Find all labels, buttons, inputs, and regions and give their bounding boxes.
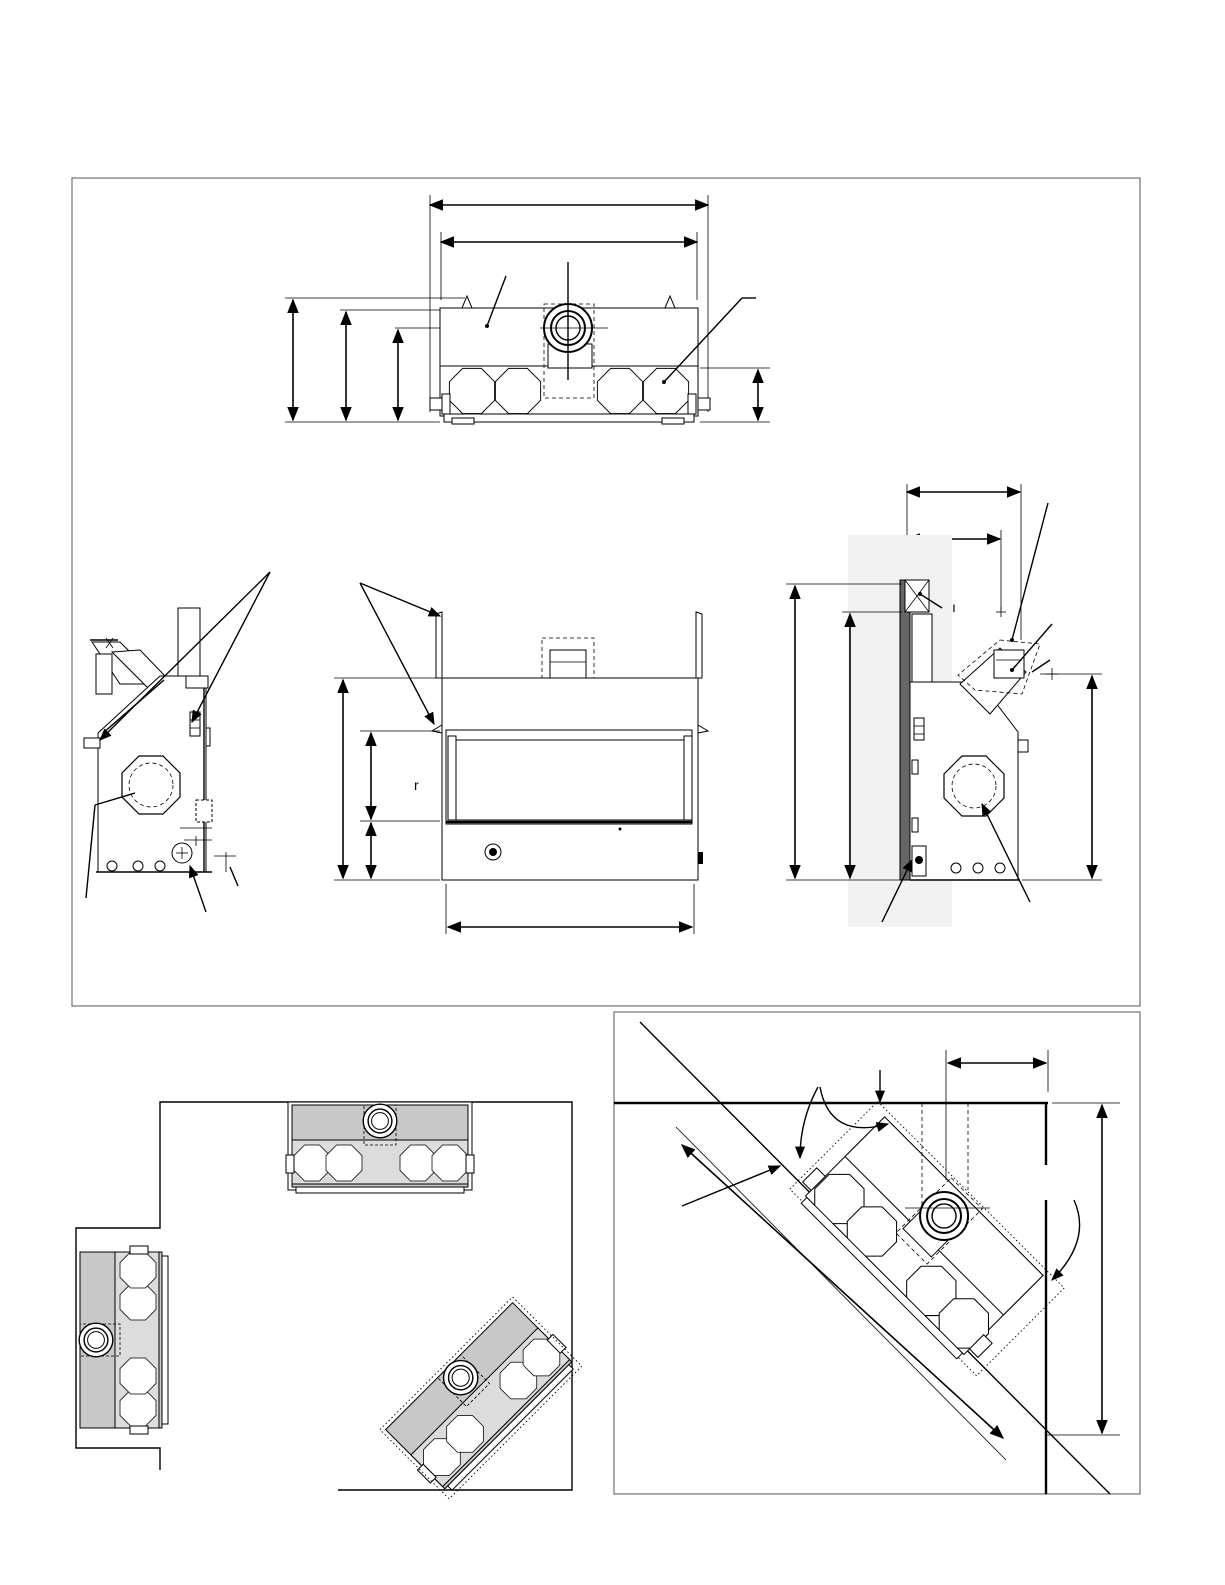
side-marker-label: ı	[952, 599, 956, 615]
front-view	[334, 583, 708, 934]
top-plan-view	[285, 195, 770, 424]
left-side-view	[84, 572, 270, 912]
installation-layout-plan	[76, 1102, 583, 1500]
front-marker-label: r	[414, 777, 419, 793]
corner-installation-detail	[614, 1022, 1120, 1494]
elevation-views-frame	[72, 178, 1140, 1006]
right-side-view	[786, 484, 1102, 941]
